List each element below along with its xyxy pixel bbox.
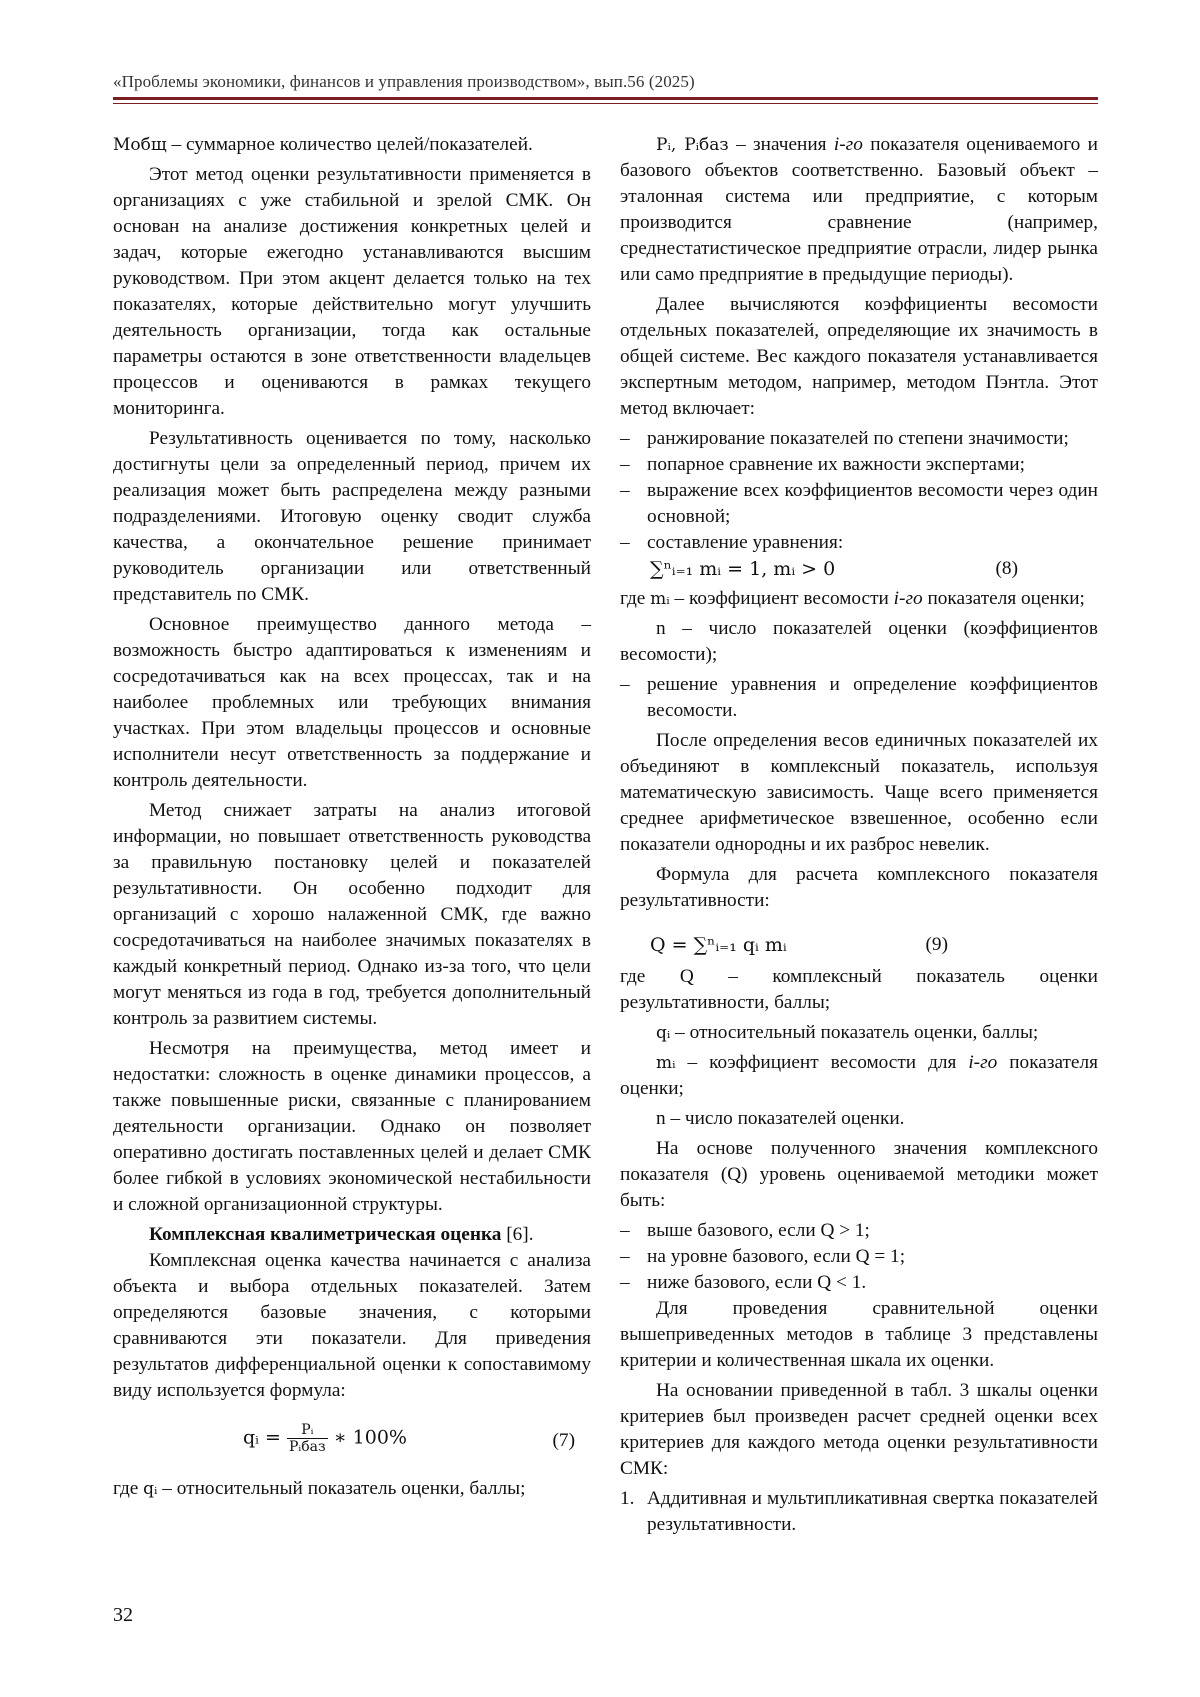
equation-number: (8) xyxy=(995,558,1018,579)
list-item: – ранжирование показателей по степени значимости; xyxy=(620,428,1069,449)
paragraph-q-def: где qᵢ – относительный показатель оценки, баллы; xyxy=(113,1478,526,1499)
paragraph: n – число показателей оценки (коэффициентов весомости); xyxy=(620,618,1098,665)
paragraph: Комплексная оценка качества начинается с анализа объекта и выбора отдельных показателей. Затем определяются базовые значения, с которыми сравниваются эти показатели. Для приведения результатов дифференциальной оценки к сопоставимому виду используется формула: xyxy=(113,1250,591,1401)
section-heading: Комплексная квалиметрическая оценка [6]. xyxy=(149,1224,534,1245)
list-item: – ниже базового, если Q < 1. xyxy=(620,1272,867,1293)
numbered-item: 1. Аддитивная и мультипликативная свертка показателей результативности. xyxy=(620,1488,1098,1535)
paragraph: Для проведения сравнительной оценки вышеприведенных методов в таблице 3 представлены критерии и количественная шкала их оценки. xyxy=(620,1298,1098,1371)
paragraph: На основе полученного значения комплексного показателя (Q) уровень оцениваемой методики может быть: xyxy=(620,1138,1098,1211)
paragraph-p-def: Pᵢ, Pᵢбаз – значения i-го показателя оцениваемого и базового объектов соответственно. Базовый объект – эталонная система или предприятие, с которым производится сравнение (например, среднестатистическое предприятие отрасли, лидер рынка или само предприятие в предыдущие периоды). xyxy=(620,134,1098,285)
paragraph: Основное преимущество данного метода – возможность быстро адаптироваться к изменениям и сосредотачиваться как на всех процессах, так и на наиболее проблемных или требующих внимания участках. При этом владельцы процессов и основные исполнители несут ответственность за поддержание и контроль деятельности. xyxy=(113,614,591,791)
paragraph-m-def: где mᵢ – коэффициент весомости i-го показателя оценки; xyxy=(620,588,1085,609)
symbol-m: mᵢ xyxy=(656,1053,676,1073)
symbol-q: qᵢ xyxy=(656,1023,671,1043)
fraction: $\frac{\text{Pᵢ}}{\text{Pᵢбаз}}$ xyxy=(289,1422,326,1455)
paragraph: На основании приведенной в табл. 3 шкалы оценки критериев был произведен расчет средней оценки всех критериев для каждого метода оценки результативности СМК: xyxy=(620,1380,1098,1479)
formula-9: Q = ∑ⁿᵢ₌₁ qᵢ mᵢ (9) xyxy=(650,934,948,956)
list-item: – решение уравнения и определение коэффициентов весомости. xyxy=(620,674,1098,721)
paragraph-m-total: Mобщ – суммарное количество целей/показателей. xyxy=(113,134,533,155)
paragraph: После определения весов единичных показателей их объединяют в комплексный показатель, используя математическую зависимость. Чаще всего применяется среднее арифметическое взвешенное, особенно если показатели однородны и их разброс невелик. xyxy=(620,730,1098,855)
formula-8: ∑ⁿᵢ₌₁ mᵢ = 1, mᵢ > 0 (8) xyxy=(650,558,1018,580)
list-item: – на уровне базового, если Q = 1; xyxy=(620,1246,906,1267)
symbol-p: Pᵢ, Pᵢбаз xyxy=(656,135,729,155)
paragraph: Несмотря на преимущества, метод имеет и недостатки: сложность в оценке динамики процессов, а также повышенные риски, связанные с планированием деятельности организации. Однако он позволяет оперативно достигать поставленных целей и делает СМК более гибкой в условиях экономической нестабильности и сложной организационной структуры. xyxy=(113,1038,591,1215)
symbol-m: mᵢ xyxy=(650,589,670,609)
header-rule-thin xyxy=(113,103,1098,104)
right-column xyxy=(620,132,1098,1538)
paragraph: Результативность оценивается по тому, насколько достигнуты цели за определенный период, причем их реализация может быть распределена между разными подразделениями. Итоговую оценку сводит служба качества, а окончательное решение принимает руководитель организации или ответственный представитель по СМК. xyxy=(113,428,591,605)
page-number: 32 xyxy=(113,1604,133,1626)
formula-7: qᵢ = $\frac{\text{Pᵢ}}{\text{Pᵢбаз}}$ ∗ 100% (7) xyxy=(243,1422,575,1455)
paragraph-q-def: qᵢ – относительный показатель оценки, баллы; xyxy=(656,1022,1039,1043)
paragraph: где Q – комплексный показатель оценки результативности, баллы; xyxy=(620,966,1098,1013)
paragraph: Далее вычисляются коэффициенты весомости отдельных показателей, определяющие их значимость в общей системе. Вес каждого показателя устанавливается экспертным методом, например, методом Пэнтла. Этот метод включает: xyxy=(620,294,1098,419)
list-pentla xyxy=(620,426,1098,556)
list-item: – выражение всех коэффициентов весомости через один основной; xyxy=(620,480,1098,527)
list-item: – попарное сравнение их важности экспертами; xyxy=(620,454,1025,475)
list-item: – выше базового, если Q > 1; xyxy=(620,1220,870,1241)
header-rule-thick xyxy=(113,97,1098,100)
list-item: – составление уравнения: xyxy=(620,532,844,553)
equation-number: (7) xyxy=(552,1430,575,1451)
journal-header: «Проблемы экономики, финансов и управления производством», вып.56 (2025) xyxy=(113,72,695,91)
symbol-m-total: Mобщ xyxy=(113,135,167,155)
equation-number: (9) xyxy=(925,934,948,955)
paragraph: Метод снижает затраты на анализ итоговой информации, но повышает ответственность руководства за правильную постановку целей и показателей результативности. Он особенно подходит для организаций с хорошо налаженной СМК, где важно сосредотачиваться на наиболее значимых показателях в каждый конкретный период. Однако из-за того, что цели могут меняться из года в год, требуется дополнительный контроль за развитием системы. xyxy=(113,800,591,1029)
left-column xyxy=(113,132,591,1506)
paragraph: Этот метод оценки результативности применяется в организациях с уже стабильной и зрелой СМК. Он основан на анализе достижения конкретных целей и задач, которые ежегодно устанавливаются высшим руководством. При этом акцент делается только на тех показателях, которые действительно могут улучшить деятельность организации, тогда как остальные параметры остаются в зоне ответственности владельцев процессов и оцениваются в рамках текущего мониторинга. xyxy=(113,164,591,419)
paragraph-m-def: mᵢ – коэффициент весомости для i-го показателя оценки; xyxy=(620,1052,1098,1099)
symbol-q: qᵢ xyxy=(143,1479,158,1499)
paragraph: Формула для расчета комплексного показателя результативности: xyxy=(620,864,1098,911)
list-levels xyxy=(620,1218,1098,1296)
paragraph: n – число показателей оценки. xyxy=(656,1108,905,1129)
